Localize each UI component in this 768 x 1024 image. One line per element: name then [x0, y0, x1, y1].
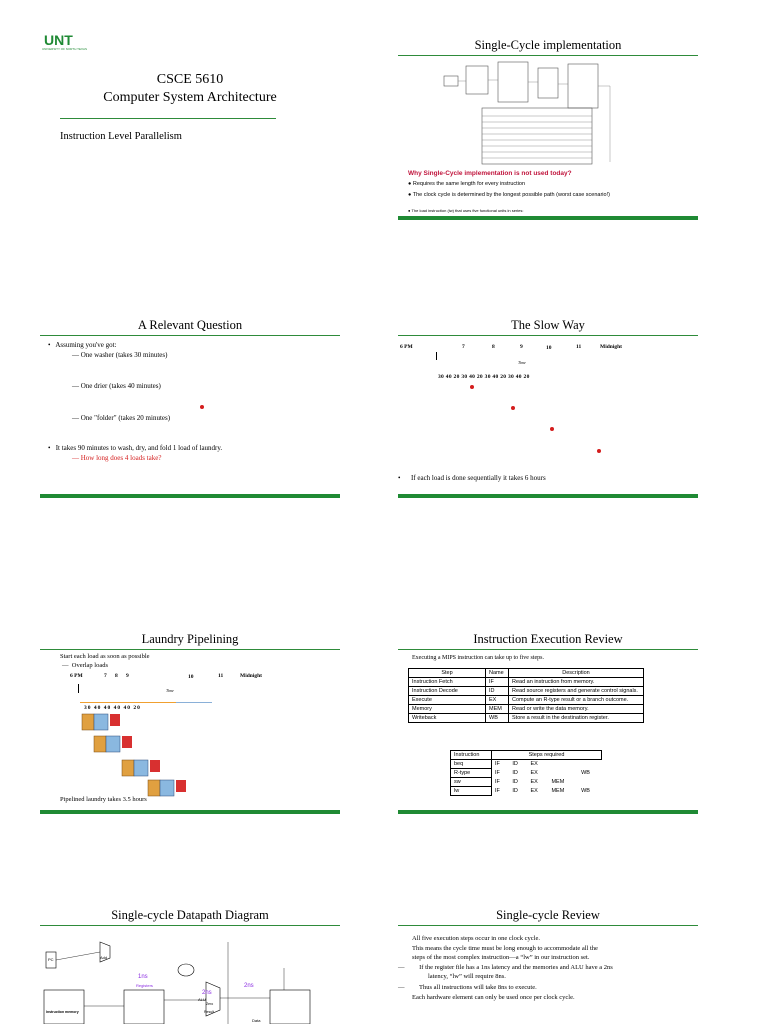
- cell: ID: [486, 687, 509, 696]
- cell: IF: [495, 787, 500, 794]
- cell: ID: [512, 787, 518, 794]
- time-10: 10: [188, 674, 194, 680]
- durations: 30 40 40 40 40 20: [84, 705, 141, 711]
- slide-title-text: Single-Cycle implementation: [474, 38, 622, 52]
- table-row: [409, 678, 644, 687]
- footer-bar: [40, 494, 340, 498]
- time-marker: [436, 352, 437, 360]
- intro: • Assuming you've got:: [48, 341, 117, 349]
- unt-logo: UNT: [44, 32, 73, 48]
- item-drier: — One drier (takes 40 minutes): [72, 382, 161, 390]
- slide-title: [40, 30, 340, 220]
- time-9: 9: [520, 344, 523, 350]
- laundry-pipeline-graphic: [80, 710, 220, 800]
- washer-icon: [82, 714, 120, 730]
- review-line-5: latency, “lw” will require 8ns.: [428, 973, 506, 980]
- cell: MEM: [486, 705, 509, 714]
- cell: WB: [581, 769, 590, 776]
- review-line-4: — If the register file has a 1ns latency and the memories and ALU have a 2ns: [398, 964, 613, 971]
- item-folder-text: One "folder" (takes 20 minutes): [80, 414, 171, 422]
- cell: IF: [495, 769, 500, 776]
- cell: sw: [451, 778, 492, 787]
- slide-datapath-diagram: [40, 906, 340, 1024]
- fact: • It takes 90 minutes to wash, dry, and fold 1 load of laundry.: [48, 444, 223, 452]
- table-row: [451, 787, 602, 796]
- cell: EX: [486, 696, 509, 705]
- time-8: 8: [492, 344, 495, 350]
- cell: MEM: [551, 778, 565, 785]
- label-zero: Zero: [206, 1002, 214, 1006]
- slide-title-text: Instruction Execution Review: [473, 632, 623, 646]
- review-line-6: — Thus all instructions will take 8ns to execute.: [398, 984, 537, 991]
- red-dot-icon: [200, 405, 204, 409]
- steps-table: [408, 668, 644, 723]
- label-2ns-right: 2ns: [244, 983, 254, 989]
- label-1ns: 1ns: [138, 974, 148, 980]
- cell: Execute: [409, 696, 486, 705]
- label-instruction-memory: Instruction memory: [46, 1010, 79, 1014]
- label-data: Data: [252, 1018, 261, 1023]
- cell: EX: [530, 769, 538, 776]
- time-label: Time: [166, 688, 174, 693]
- time-8: 8: [115, 673, 118, 679]
- cell: Writeback: [409, 714, 486, 723]
- slide-title-text: Single-cycle Review: [496, 908, 600, 922]
- time-label: Time: [518, 360, 526, 365]
- cell: [578, 760, 601, 769]
- cell: Store a result in the destination register.: [509, 714, 644, 723]
- intro: Executing a MIPS instruction can take up to five steps.: [412, 655, 544, 661]
- label-pc: PC: [48, 957, 54, 962]
- time-11: 11: [218, 673, 224, 679]
- item-folder: — One "folder" (takes 20 minutes): [72, 414, 171, 422]
- cell: Read source registers and generate control signals.: [509, 687, 644, 696]
- label-registers: Registers: [136, 983, 153, 988]
- cell: R-type: [451, 769, 492, 778]
- line-overlap-text: Overlap loads: [71, 662, 109, 669]
- ask: — How long does 4 loads take?: [72, 454, 162, 462]
- cell: IF: [495, 761, 500, 767]
- bullet-3-text: The load instruction (lw) that uses five functional units in series:: [411, 208, 524, 213]
- table-header: [451, 751, 602, 760]
- cell: Read or write the data memory.: [509, 705, 644, 714]
- cell: [578, 778, 601, 787]
- cell: [548, 760, 578, 769]
- cell: Instruction Decode: [409, 687, 486, 696]
- instruction-steps-table: [450, 750, 602, 796]
- title-rule: [398, 649, 698, 650]
- time-7: 7: [462, 344, 465, 350]
- cell: Memory: [409, 705, 486, 714]
- bullet-2-text: The clock cycle is determined by the longest possible path (worst case scenario!): [412, 192, 610, 198]
- header-instruction: Instruction: [451, 751, 492, 760]
- time-midnight: Midnight: [600, 344, 623, 350]
- label-result: Result: [204, 1010, 214, 1014]
- line-overlap: — Overlap loads: [62, 662, 109, 669]
- label-2ns-left: 2ns: [202, 990, 212, 996]
- cell: WB: [581, 787, 590, 794]
- title-rule: [60, 118, 276, 119]
- table-row: [451, 760, 602, 769]
- red-dot-icon: [511, 406, 515, 410]
- cell: IF: [495, 778, 500, 785]
- datapath-diagram: [40, 928, 340, 1024]
- table-row: [409, 696, 644, 705]
- review-line-2: This means the cycle time must be long enough to accommodate all the: [412, 945, 598, 952]
- timeline-line-2: [176, 702, 212, 703]
- note: Pipelined laundry takes 3.5 hours: [60, 796, 147, 803]
- cell: [548, 769, 578, 778]
- bullet-1: ● Requires the same length for every instruction: [408, 181, 526, 187]
- slide-title-text: A Relevant Question: [137, 318, 243, 332]
- label-alu: ALU: [198, 997, 206, 1002]
- time-11: 11: [576, 344, 582, 350]
- title-rule: [40, 925, 340, 926]
- fact-text: It takes 90 minutes to wash, dry, and fold 1 load of laundry.: [55, 444, 223, 452]
- cell: EX: [530, 787, 538, 794]
- intro-text: Assuming you've got:: [55, 341, 117, 349]
- slide-title-text: Laundry Pipelining: [141, 632, 239, 646]
- item-drier-text: One drier (takes 40 minutes): [80, 382, 161, 390]
- cell: lw: [451, 787, 492, 796]
- footer-bar: [398, 216, 698, 220]
- cell: ID: [512, 778, 518, 785]
- bullet-3: ● The load instruction (lw) that uses five functional units in series:: [408, 208, 524, 213]
- slide-relevant-question: [40, 316, 340, 506]
- table-row: [409, 714, 644, 723]
- time-6pm: 6 PM: [400, 344, 413, 350]
- footer-bar: [398, 810, 698, 814]
- ask-text: How long does 4 loads take?: [80, 454, 162, 462]
- slide-single-cycle-review: [398, 906, 698, 1024]
- slide-title-text: Single-cycle Datapath Diagram: [111, 908, 269, 922]
- time-9: 9: [126, 673, 129, 679]
- title-rule: [398, 335, 698, 336]
- table-row: [451, 769, 602, 778]
- footer-bar: [40, 810, 340, 814]
- header-step: Step: [409, 669, 486, 678]
- footer-bar: [398, 494, 698, 498]
- course-number: CSCE 5610: [156, 72, 224, 87]
- cell: MEM: [551, 787, 565, 794]
- table-row: [409, 705, 644, 714]
- time-7: 7: [104, 673, 107, 679]
- slide-single-cycle: [398, 36, 698, 226]
- topic: Instruction Level Parallelism: [60, 131, 182, 142]
- unt-logo-sub: UNIVERSITY OF NORTH TEXAS: [42, 47, 88, 51]
- note: • If each load is done sequentially it takes 6 hours: [398, 474, 546, 482]
- time-6pm: 6 PM: [70, 673, 83, 679]
- cell: EX: [530, 778, 538, 785]
- datapath-thumbnail: [438, 58, 618, 168]
- durations: 30 40 20 30 40 20 30 40 20 30 40 20: [438, 374, 530, 380]
- cell: WB: [486, 714, 509, 723]
- slide-slow-way: [398, 316, 698, 506]
- timeline-line: [80, 702, 176, 703]
- time-midnight: Midnight: [240, 673, 263, 679]
- bullet-1-text: Requires the same length for every instruction: [412, 181, 526, 187]
- title-rule: [398, 55, 698, 56]
- item-washer: — One washer (takes 30 minutes): [72, 351, 168, 359]
- slide-laundry-pipelining: [40, 630, 340, 820]
- cell: ID: [512, 761, 518, 767]
- line-start: Start each load as soon as possible: [60, 653, 150, 660]
- review-line-4-text: If the register file has a 1ns latency and the memories and ALU have a 2ns: [419, 964, 613, 971]
- title-rule: [40, 335, 340, 336]
- course-name: Computer System Architecture: [103, 90, 277, 105]
- slide-title-text: The Slow Way: [511, 318, 585, 332]
- time-10: 10: [546, 345, 552, 351]
- review-line-3: steps of the most complex instruction—a “lw” in our instruction set.: [412, 954, 590, 961]
- cell: beq: [451, 760, 492, 769]
- title-rule: [40, 649, 340, 650]
- review-line-7: Each hardware element can only be used once per clock cycle.: [412, 994, 575, 1001]
- review-line-1: All five execution steps occur in one clock cycle.: [412, 935, 540, 942]
- review-line-6-text: Thus all instructions will take 8ns to execute.: [419, 984, 537, 991]
- item-washer-text: One washer (takes 30 minutes): [80, 351, 168, 359]
- label-add: Add: [100, 955, 108, 960]
- title-rule: [398, 925, 698, 926]
- red-dot-icon: [597, 449, 601, 453]
- table-header: [409, 669, 644, 678]
- red-dot-icon: [470, 385, 474, 389]
- question: Why Single-Cycle implementation is not used today?: [408, 170, 572, 177]
- cell: Read an instruction from memory.: [509, 678, 644, 687]
- table-row: [409, 687, 644, 696]
- cell: IF: [486, 678, 509, 687]
- header-name: Name: [486, 669, 509, 678]
- note-text: If each load is done sequentially it takes 6 hours: [410, 474, 546, 482]
- cell: Compute an R-type result or a branch outcome.: [509, 696, 644, 705]
- table-row: [451, 778, 602, 787]
- cell: ID: [512, 769, 518, 776]
- slide-execution-review: [398, 630, 698, 820]
- red-dot-icon: [550, 427, 554, 431]
- header-description: Description: [509, 669, 644, 678]
- header-steps: Steps required: [492, 751, 602, 760]
- bullet-2: ● The clock cycle is determined by the longest possible path (worst case scenario!): [408, 192, 610, 198]
- time-marker: [78, 684, 79, 693]
- cell: Instruction Fetch: [409, 678, 486, 687]
- cell: EX: [530, 761, 538, 767]
